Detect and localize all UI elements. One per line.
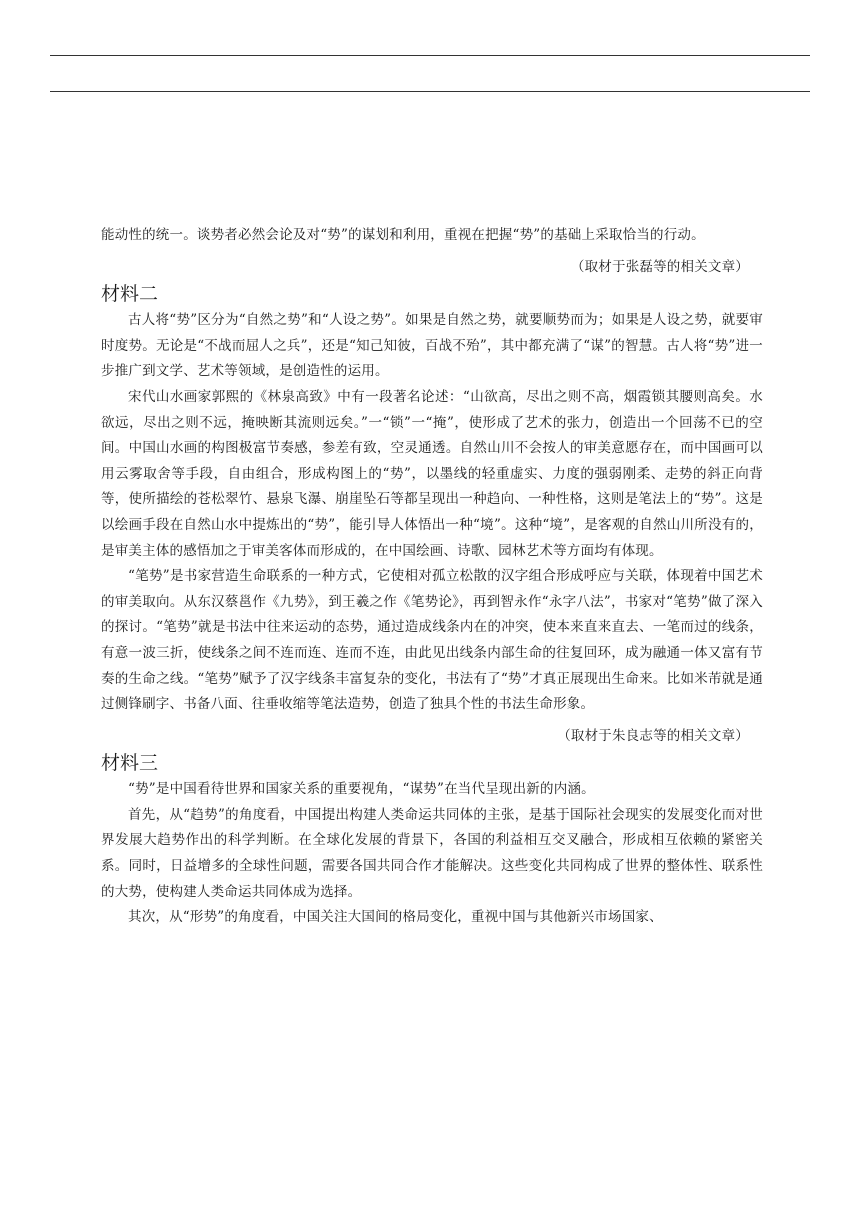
material-2-paragraph-2: 宋代山水画家郭熙的《林泉高致》中有一段著名论述：“山欲高，尽出之则不高，烟霞锁其腰则高矣。水欲远，尽出之则不远，掩映断其流则远矣。”一“锁”一“掩”，使形成了艺术的张力，创造出一个回荡不已的空间。中国山水画的构图极富节奏感，参差有致，空灵通透。自然山川不会按人的审美意愿存在，而中国画可以用云雾取舍等手段，自由组合，形成构图上的“势”，以墨线的轻重虚实、力度的强弱刚柔、走势的斜正向背等，使所描绘的苍松翠竹、悬泉飞瀑、崩崖坠石等都呈现出一种趋向、一种性格，这则是笔法上的“势”。这是以绘画手段在自然山水中提炼出的“势”，能引导人体悟出一种“境”。这种“境”，是客观的自然山川所没有的，是审美主体的感悟加之于审美客体而形成的，在中国绘画、诗歌、园林艺术等方面均有体现。	[101, 388, 763, 559]
material-3-title: 材料三	[101, 752, 159, 775]
material-3-paragraph-1: “势”是中国看待世界和国家关系的重要视角，“谋势”在当代呈现出新的内涵。	[128, 781, 595, 798]
material-3-paragraph-3: 其次，从“形势”的角度看，中国关注大国间的格局变化，重视中国与其他新兴市场国家、	[128, 909, 663, 926]
continuation-paragraph: 能动性的统一。谈势者必然会论及对“势”的谋划和利用，重视在把握“势”的基础上采取恰当的行动。	[101, 227, 705, 243]
document-body	[101, 223, 763, 931]
source-citation-2: （取材于朱良志等的相关文章）	[557, 727, 749, 744]
material-2-paragraph-1: 古人将“势”区分为“自然之势”和“人设之势”。如果是自然之势，就要顺势而为；如果是人设之势，就要审时度势。无论是“不战而屈人之兵”，还是“知己知彼，百战不殆”，其中都充满了“谋”的智慧。古人将“势”进一步推广到文学、艺术等领域，是创造性的运用。	[101, 312, 763, 380]
material-3-paragraph-2: 首先，从“趋势”的角度看，中国提出构建人类命运共同体的主张，是基于国际社会现实的发展变化而对世界发展大趋势作出的科学判断。在全球化发展的背景下，各国的利益相互交叉融合，形成相互依赖的紧密关系。同时，日益增多的全球性问题，需要各国共同合作才能解决。这些变化共同构成了世界的整体性、联系性的大势，使构建人类命运共同体成为选择。	[101, 806, 763, 900]
header-rule-bottom	[50, 91, 810, 92]
header-rule-top	[50, 55, 810, 56]
material-2-paragraph-3: “笔势”是书家营造生命联系的一种方式，它使相对孤立松散的汉字组合形成呼应与关联，体现着中国艺术的审美取向。从东汉蔡邕作《九势》，到王羲之作《笔势论》，再到智永作“永字八法”，书家对“笔势”做了深入的探讨。“笔势”就是书法中往来运动的态势，通过造成线条内在的冲突，使本来直来直去、一笔而过的线条，有意一波三折，使线条之间不连而连、连而不连，由此见出线条内部生命的往复回环，成为融通一体又富有节奏的生命之线。“笔势”赋予了汉字线条丰富复杂的变化，书法有了“势”才真正展现出生命来。比如米芾就是通过侧锋刷字、书备八面、往垂收缩等笔法造势，创造了独具个性的书法生命形象。	[101, 568, 763, 713]
source-citation-1: （取材于张磊等的相关文章）	[570, 258, 749, 275]
material-2-title: 材料二	[101, 283, 159, 306]
